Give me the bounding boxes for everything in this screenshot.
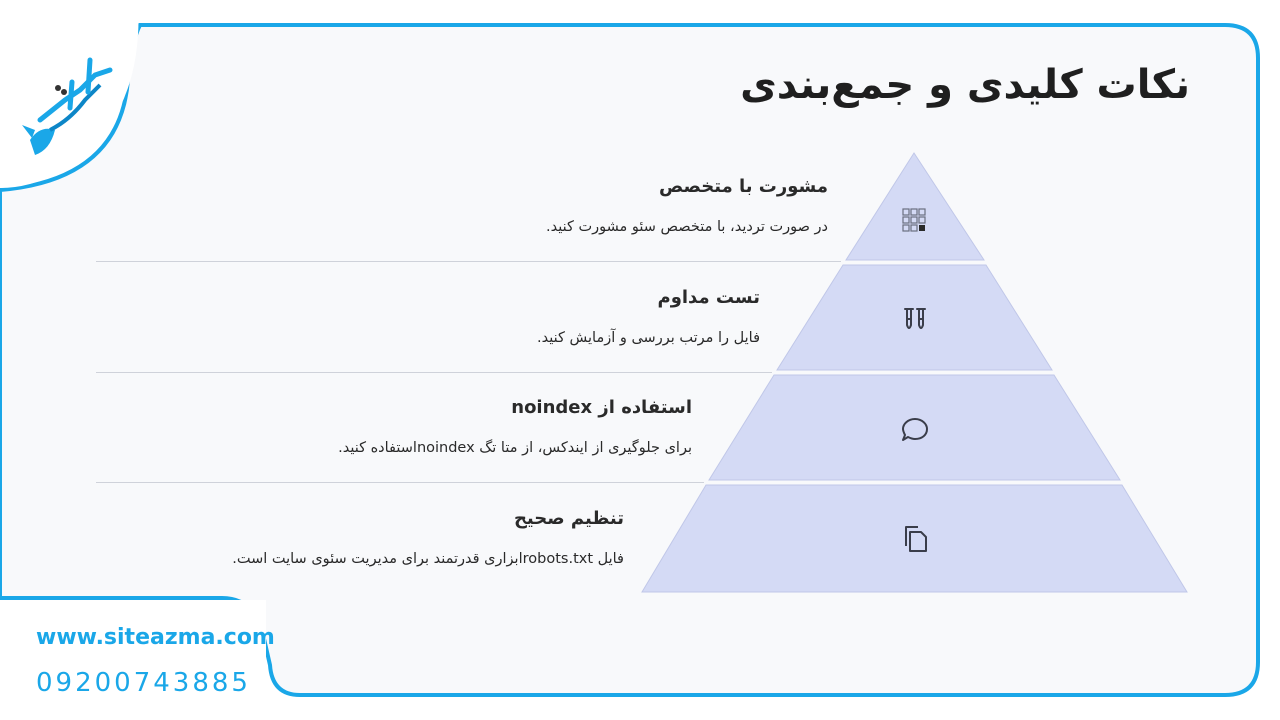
siteazma-logo — [10, 30, 130, 180]
tier-3-description: برای جلوگیری از ایندکس، از متا تگ noindexاستفاده کنید. — [338, 440, 692, 456]
tier-2-heading: تست مداوم — [657, 287, 760, 308]
chat-bubble-icon — [900, 415, 930, 445]
tier-2-text — [537, 287, 760, 346]
tier-1-heading: مشورت با متخصص — [658, 176, 828, 197]
divider-1 — [96, 261, 841, 262]
copy-document-icon — [900, 524, 930, 554]
contact-area — [0, 600, 266, 720]
website-link[interactable]: www.siteazma.com — [36, 625, 275, 650]
phone-number: 09200743885 — [36, 668, 251, 698]
grid-icon — [900, 206, 930, 236]
tier-4-description: فایل robots.txtابزاری قدرتمند برای مدیریت سئوی سایت است. — [232, 551, 624, 567]
tier-3-heading: استفاده از noindex — [511, 397, 692, 418]
tier-1-text — [546, 176, 828, 235]
tier-4-heading: تنظیم صحیح — [513, 508, 624, 529]
tier-3-text — [338, 397, 692, 456]
content-panel — [0, 25, 1258, 695]
divider-3 — [96, 482, 704, 483]
divider-2 — [96, 372, 772, 373]
tier-1-description: در صورت تردید، با متخصص سئو مشورت کنید. — [545, 219, 828, 235]
page-title: نکات کلیدی و جمع‌بندی — [740, 62, 1190, 108]
test-tubes-icon — [900, 305, 930, 335]
tier-2-description: فایل را مرتب بررسی و آزمایش کنید. — [537, 330, 760, 346]
tier-4-text — [232, 508, 624, 567]
